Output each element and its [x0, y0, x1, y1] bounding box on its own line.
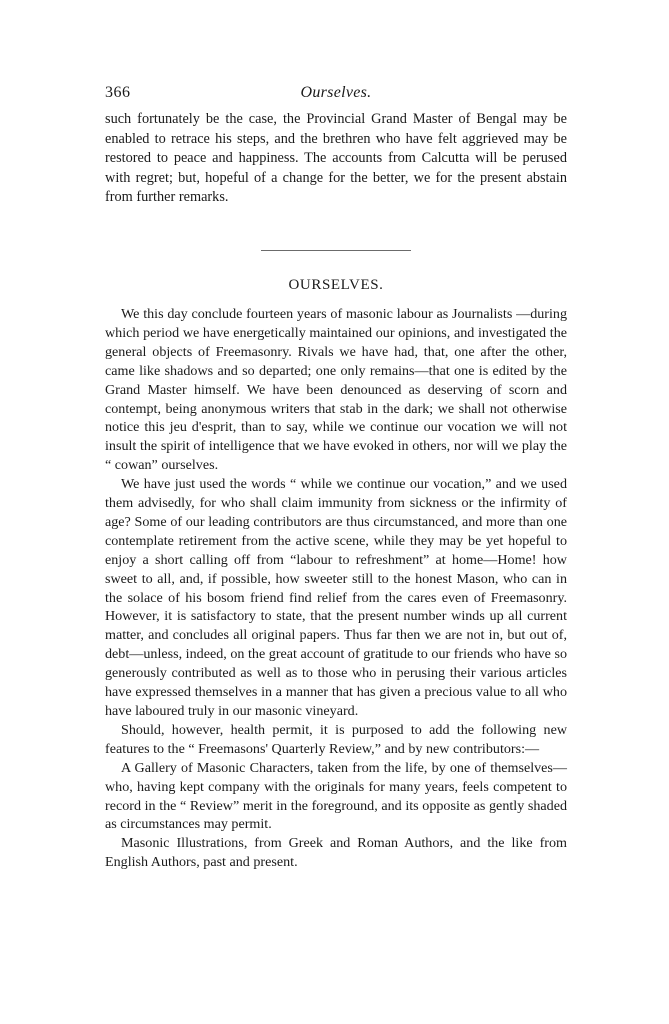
section-paragraph: We have just used the words “ while we continue our vocation,” and we used them advisedly, for who shall claim immunity from sickness or the infirmity of age? Some of our leading contributors are thus circumstanced, and more than one contemplate retirement from the active scene, while they may be yet hopeful to enjoy a short calling off from “labour to refreshment” at home—Home! how sweet to all, and, if possible, how sweeter still to the honest Mason, who can in the solace of his bosom friend find relief from the cares even of Freemasonry. However, it is satisfactory to state, that the present number winds up all current matter, and concludes all original papers. Thus far then we are not in, but out of, debt—unless, indeed, on the great account of gratitude to our friends who have so generously contributed as well as to those who in perusing their various articles have expressed themselves in a manner that has given a precious value to all who have laboured truly in our masonic vineyard. — [105, 476, 567, 719]
section-divider-rule — [261, 250, 411, 251]
page-number: 366 — [105, 84, 131, 101]
section-paragraph: A Gallery of Masonic Characters, taken from the life, by one of themselves—who, having kept company with the originals for many years, feels competent to record in the “ Review” merit in the foreground, and its opposite as gently shaded as circumstances may permit. — [105, 759, 567, 833]
section-heading: OURSELVES. — [288, 276, 384, 293]
section-paragraph: Should, however, health permit, it is purposed to add the following new features to the “ Freemasons' Quarterly Review,” and by new contributors:— — [105, 721, 567, 757]
section-paragraph: Masonic Illustrations, from Greek and Roman Authors, and the like from English Authors, past and present. — [105, 835, 567, 871]
running-head — [105, 84, 567, 108]
running-title: Ourselves. — [300, 84, 372, 101]
continued-paragraph: such fortunately be the case, the Provincial Grand Master of Bengal may be enabled to retrace his steps, and the brethren who have felt aggrieved may be restored to peace and happiness. The accounts from Calcutta will be perused with regret; but, hopeful of a change for the better, we for the present abstain from further remarks. — [105, 111, 567, 206]
section-paragraph: We this day conclude fourteen years of masonic labour as Journalists —during which period we have energetically maintained our opinions, and investigated the general objects of Freemasonry. Rivals we have had, that, one after the other, came like shadows and so departed; one only remains—that one is edited by the Grand Master himself. We have been denounced as deserving of scorn and contempt, being anonymous writers that stab in the dark; we shall not otherwise notice this jeu d'esprit, than to say, while we continue our vocation we will not insult the spirit of intelligence that we have evoked in others, nor will we play the “ cowan” ourselves. — [105, 305, 567, 474]
book-page — [105, 84, 567, 872]
